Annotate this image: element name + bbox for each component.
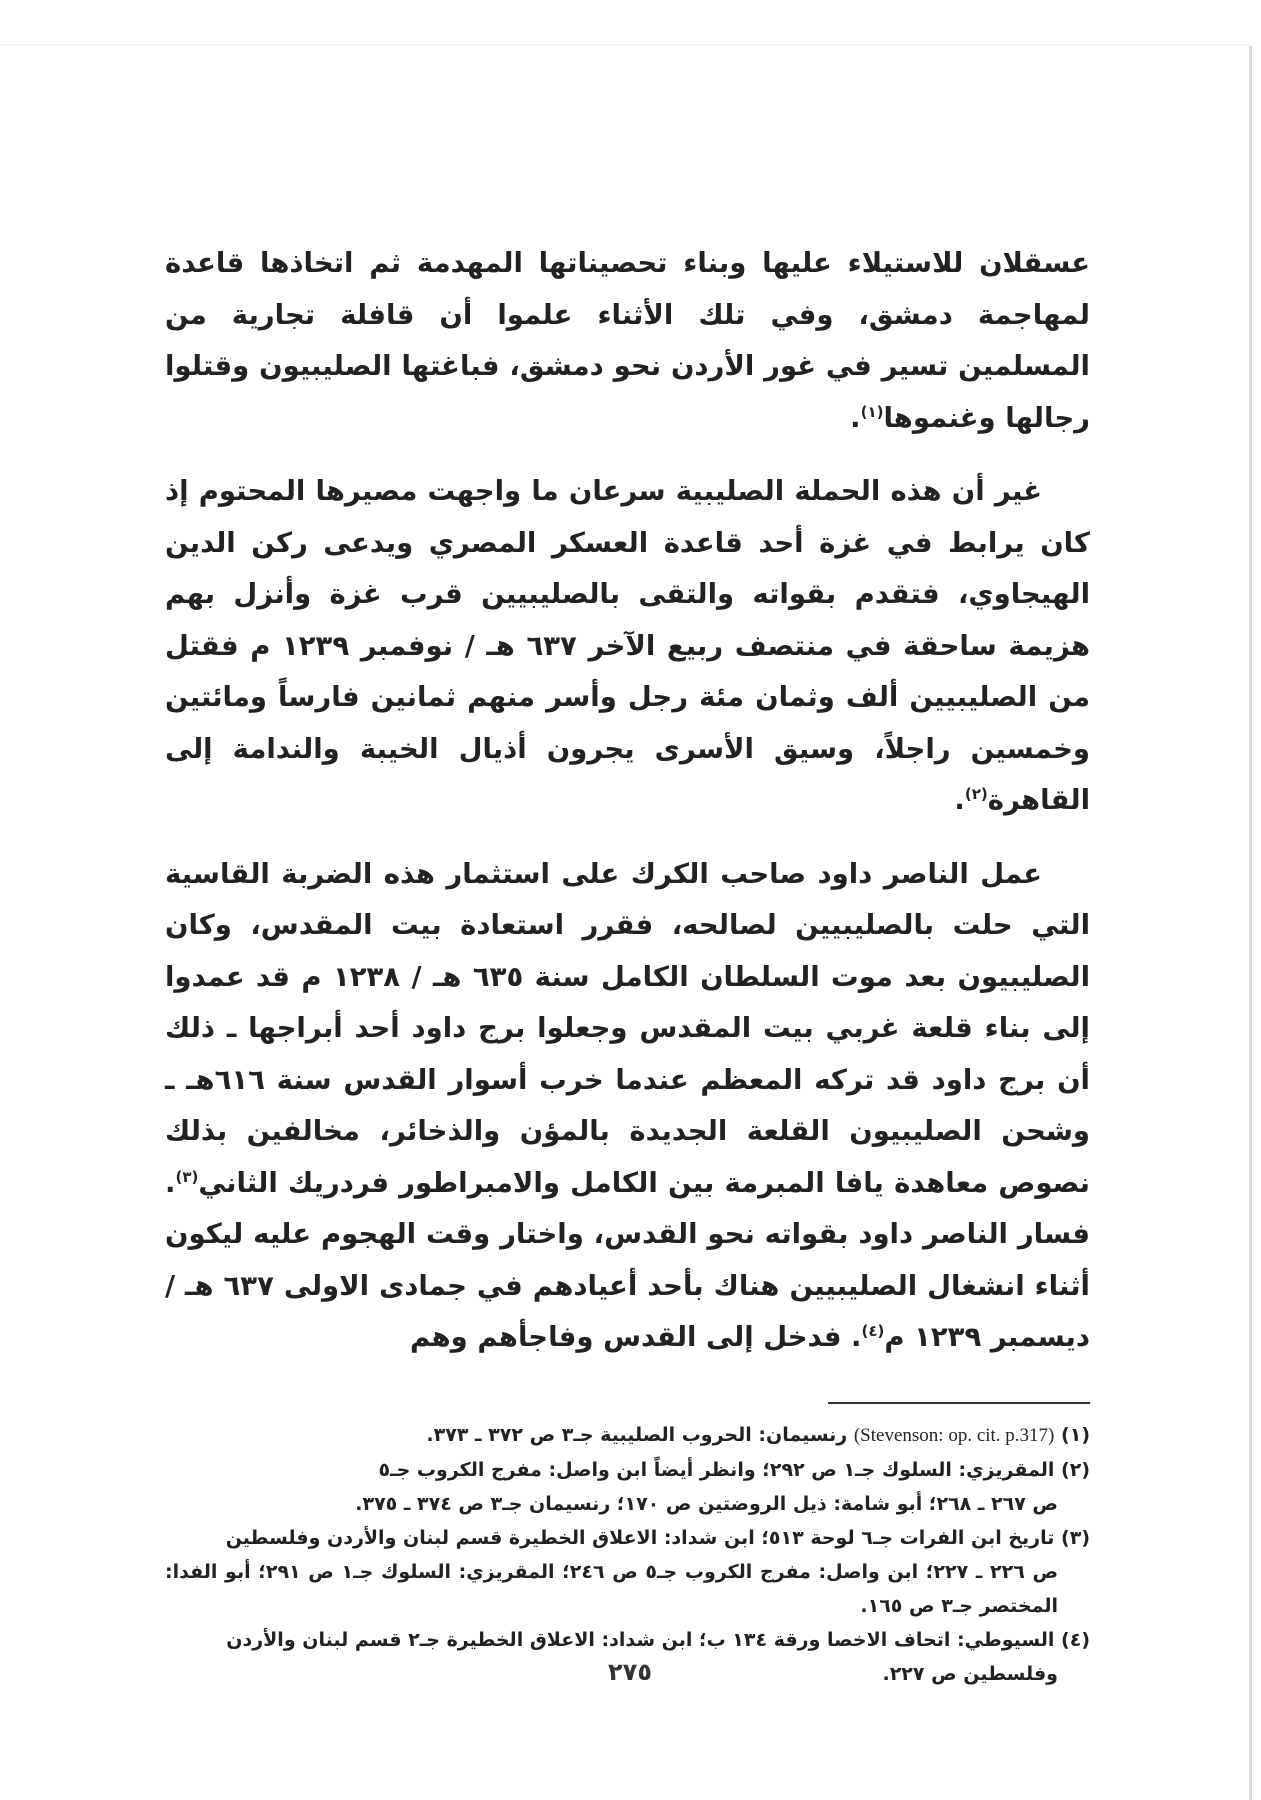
paragraph-3 [165,849,1090,1364]
paragraph-text-end: . فدخل إلى القدس وفاجأهم وهم [410,1321,862,1353]
footnote-number: (٢) [1061,1458,1090,1481]
footnote-text: السيوطي: اتحاف الاخصا ورقة ١٣٤ ب؛ ابن شداد: الاعلاق الخطيرة جـ٢ قسم لبنان والأردن [226,1628,1055,1651]
footnote-marker-3[interactable]: (٣) [175,1167,199,1186]
body-text [165,238,1090,1364]
footnote-number: (١) [1061,1423,1090,1446]
footnote-latin-citation: (Stevenson: op. cit. p.317) [853,1424,1055,1446]
footnote-text: تاريخ ابن الفرات جـ٦ لوحة ٥١٣؛ ابن شداد: الاعلاق الخطيرة قسم لبنان والأردن وفلسطين [225,1526,1055,1549]
paragraph-1 [165,238,1090,444]
footnote-marker-2[interactable]: (٢) [964,784,988,803]
footnote-2 [165,1453,1090,1521]
scan-page-top-edge [0,44,1250,45]
footnote-continuation: وفلسطين ص ٢٢٧. [882,1662,1058,1685]
paragraph-text-middle: . فسار الناصر داود بقواته نحو القدس، واختار وقت الهجوم عليه ليكون أثناء انشغال الصليبيين هناك بأحد أعيادهم في جمادى الاولى ٦٣٧ هـ / ديسمبر ١٢٣٩ م [165,1166,1090,1353]
paragraph-text-end: . [850,401,861,434]
footnote-3 [165,1521,1090,1623]
paragraph-text-end: . [954,784,965,816]
page-number: ٢٧٥ [608,1658,652,1686]
footnote-marker-4[interactable]: (٤) [861,1321,885,1340]
footnote-text: رنسيمان: الحروب الصليبية جـ٣ ص ٣٧٢ ـ ٣٧٣. [426,1423,848,1446]
paragraph-text: غير أن هذه الحملة الصليبية سرعان ما واجهت مصيرها المحتوم إذ كان يرابط في غزة أحد قاعدة العسكر المصري ويدعى ركن الدين الهيجاوي، فتقدم بقواته والتقى بالصليبيين قرب غزة وأنزل بهم هزيمة ساحقة في منتصف ربيع الآخر ٦٣٧ هـ / نوفمبر ١٢٣٩ م فقتل من الصليبيين ألف وثمان مئة رجل وأسر منهم ثمانين فارساً ومائتين وخمسين راجلاً، وسيق الأسرى يجرون أذيال الخيبة والندامة إلى القاهرة [165,475,1091,816]
footnote-separator [828,1402,1090,1404]
footnote-continuation: ص ٢٦٧ ـ ٢٦٨؛ أبو شامة: ذيل الروضتين ص ١٧٠؛ رنسيمان جـ٣ ص ٣٧٤ ـ ٣٧٥. [355,1492,1058,1515]
book-page [165,238,1090,1691]
footnotes [165,1418,1090,1691]
footnote-1 [165,1418,1090,1453]
scan-page-right-edge [1249,46,1252,1800]
paragraph-text: عسقلان للاستيلاء عليها وبناء تحصيناتها المهدمة ثم اتخاذها قاعدة لمهاجمة دمشق، وفي تلك الأثناء علموا أن قافلة تجارية من المسلمين تسير في غور الأردن نحو دمشق، فباغتها الصليبيون وقتلوا رجالها وغنموها [165,247,1090,434]
footnote-text: المقريزي: السلوك جـ١ ص ٢٩٢؛ وانظر أيضاً ابن واصل: مفرج الكروب جـ٥ [378,1458,1055,1481]
footnote-continuation: ص ٢٢٦ ـ ٢٢٧؛ ابن واصل: مفرج الكروب جـ٥ ص ٢٤٦؛ المقريزي: السلوك جـ١ ص ٢٩١؛ أبو الفدا: المختصر جـ٣ ص ١٦٥. [165,1560,1059,1617]
paragraph-2 [165,466,1090,827]
paragraph-text: عمل الناصر داود صاحب الكرك على استثمار هذه الضربة القاسية التي حلت بالصليبيين لصالحه، فقرر استعادة بيت المقدس، وكان الصليبيون بعد موت السلطان الكامل سنة ٦٣٥ هـ / ١٢٣٨ م قد عمدوا إلى بناء قلعة غربي بيت المقدس وجعلوا برج داود أحد أبراجها ـ ذلك أن برج داود قد تركه المعظم عندما خرب أسوار القدس سنة ٦١٦هـ ـ وشحن الصليبيون القلعة الجديدة بالمؤن والذخائر، مخالفين بذلك نصوص معاهدة يافا المبرمة بين الكامل والامبراطور فردريك الثاني [165,857,1091,1199]
footnote-number: (٣) [1061,1526,1090,1549]
footnote-number: (٤) [1061,1628,1090,1651]
footnote-marker-1[interactable]: (١) [860,402,884,421]
